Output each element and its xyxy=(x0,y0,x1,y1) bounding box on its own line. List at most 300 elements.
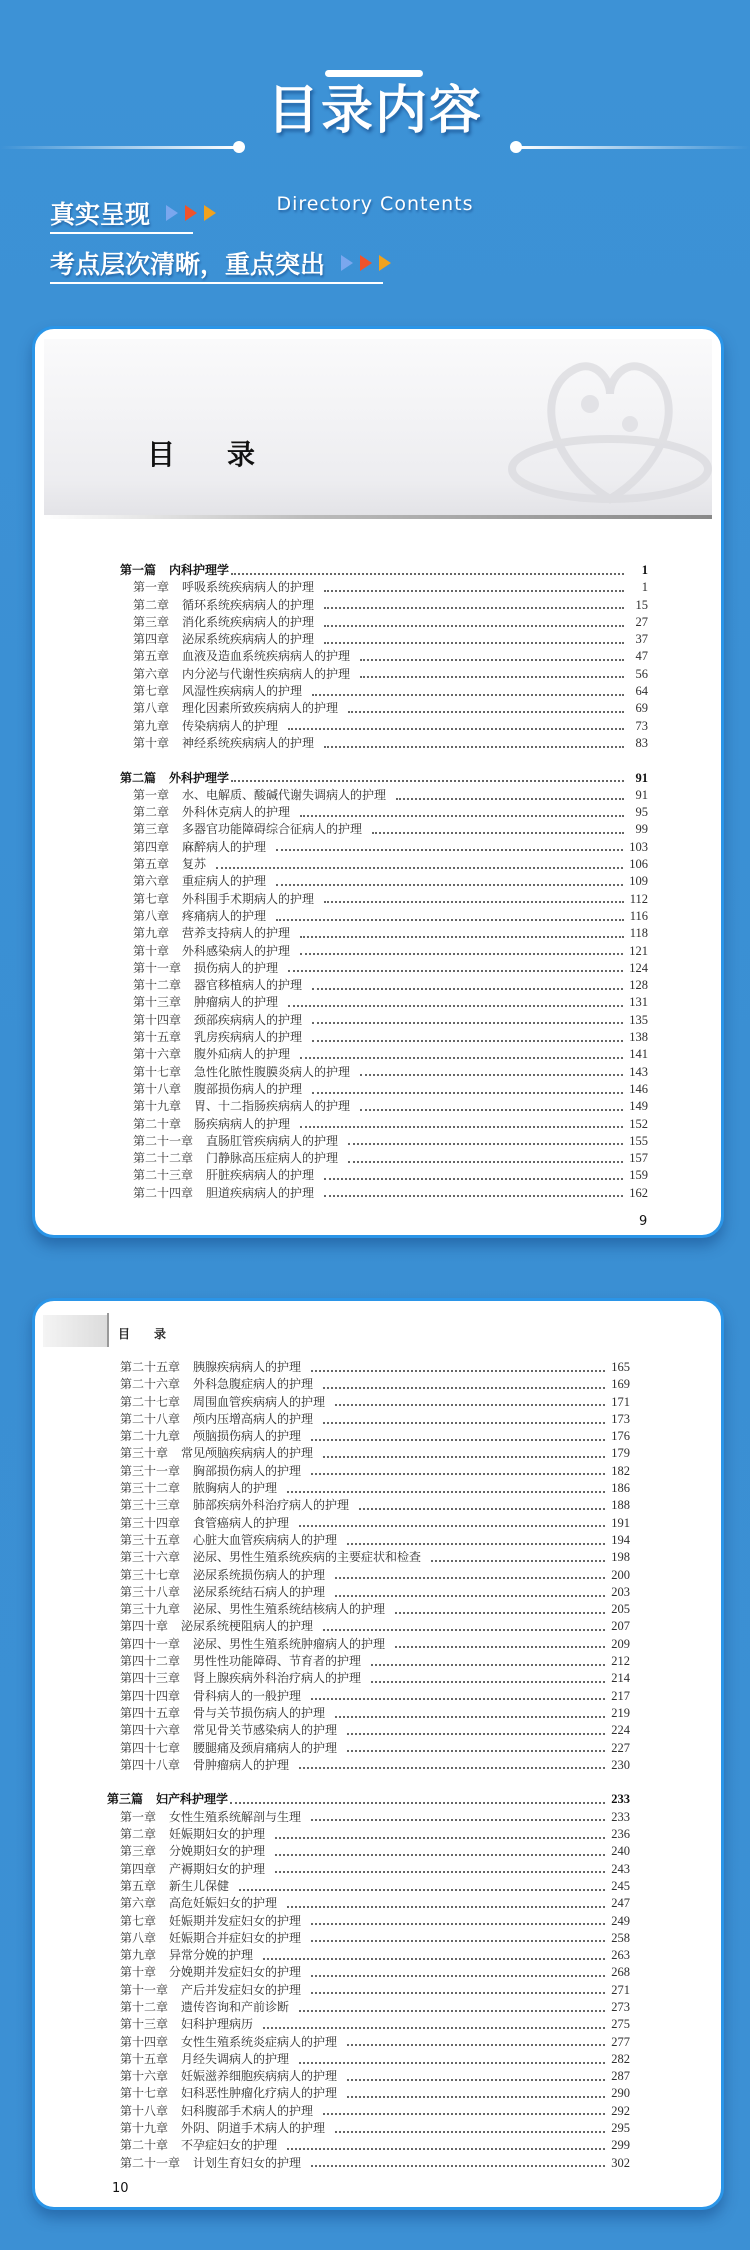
toc-chapter-row[interactable] xyxy=(107,1878,630,1895)
page-ref: 73 xyxy=(635,718,648,733)
dot-leader xyxy=(312,1022,623,1024)
chapter-label: 第三十一章 xyxy=(120,1463,181,1478)
toc-chapter-row[interactable] xyxy=(107,1688,630,1705)
dot-leader xyxy=(300,936,624,938)
dot-leader xyxy=(360,676,624,678)
chapter-label: 第八章 xyxy=(133,701,170,716)
dot-leader xyxy=(300,1126,623,1128)
chapter-title: 妊娠期合并症妇女的护理 xyxy=(169,1930,302,1945)
page-ref: 176 xyxy=(611,1429,630,1444)
toc-chapter-row[interactable] xyxy=(107,2085,630,2102)
chapter-title: 营养支持病人的护理 xyxy=(182,926,291,941)
arrow-icon xyxy=(341,255,353,271)
toc-chapter-row[interactable] xyxy=(120,1133,648,1150)
page-ref: 268 xyxy=(611,1965,630,1980)
chapter-title: 肾上腺疾病外科治疗病人的护理 xyxy=(193,1671,362,1686)
chapter-title: 乳房疾病病人的护理 xyxy=(194,1030,303,1045)
toc-chapter-row[interactable] xyxy=(107,1913,630,1930)
dot-leader xyxy=(288,728,624,730)
chapter-title: 颅内压增高病人的护理 xyxy=(193,1411,314,1426)
page-ref: 247 xyxy=(611,1896,630,1911)
chapter-title: 理化因素所致疾病病人的护理 xyxy=(182,701,339,716)
chapter-label: 第十二章 xyxy=(120,1999,169,2014)
dot-leader xyxy=(288,970,623,972)
dot-leader xyxy=(276,884,623,886)
page-ref: 138 xyxy=(629,1030,648,1045)
chapter-label: 第九章 xyxy=(133,718,170,733)
page-ref: 249 xyxy=(611,1913,630,1928)
toc-chapter-row[interactable] xyxy=(107,1376,630,1393)
chapter-label: 第四章 xyxy=(120,1861,157,1876)
chapter-label: 第十九章 xyxy=(133,1099,182,1114)
page-ref: 37 xyxy=(635,632,648,647)
toc-chapter-row[interactable] xyxy=(107,1359,630,1376)
page-ref: 227 xyxy=(611,1740,630,1755)
triple-arrow-icon xyxy=(166,205,216,221)
dot-leader xyxy=(299,1525,605,1527)
toc-chapter-row[interactable] xyxy=(120,960,648,977)
page-ref: 141 xyxy=(629,1047,648,1062)
chapter-label: 第二十七章 xyxy=(120,1394,181,1409)
chapter-title: 泌尿、男性生殖系统疾病的主要症状和检查 xyxy=(193,1550,422,1565)
dot-leader xyxy=(359,1508,605,1510)
chapter-label: 第十五章 xyxy=(120,2051,169,2066)
chapter-label: 第十四章 xyxy=(120,2034,169,2049)
toc-chapter-row[interactable] xyxy=(107,1584,630,1601)
chapter-title: 泌尿系统结石病人的护理 xyxy=(193,1584,326,1599)
dot-leader xyxy=(287,1906,605,1908)
dot-leader xyxy=(371,1681,605,1683)
arrow-icon xyxy=(360,255,372,271)
toc-section-row[interactable] xyxy=(120,562,648,579)
dot-leader xyxy=(287,2148,605,2150)
toc-list xyxy=(120,562,648,1202)
dot-leader xyxy=(275,1854,605,1856)
toc-chapter-row[interactable] xyxy=(120,579,648,596)
page-ref: 273 xyxy=(611,1999,630,2014)
slogan-1 xyxy=(50,195,216,231)
chapter-title: 门静脉高压症病人的护理 xyxy=(206,1151,339,1166)
page-ref: 236 xyxy=(611,1827,630,1842)
chapter-title: 泌尿系统损伤病人的护理 xyxy=(193,1567,326,1582)
toc-chapter-row[interactable] xyxy=(120,614,648,631)
toc-section-row[interactable] xyxy=(120,770,648,787)
dot-leader xyxy=(239,1889,605,1891)
toc-chapter-row[interactable] xyxy=(107,1463,630,1480)
dot-leader xyxy=(335,2131,605,2133)
toc-chapter-row[interactable] xyxy=(107,1826,630,1843)
dot-leader xyxy=(324,901,624,903)
page-ref: 207 xyxy=(611,1619,630,1634)
toc-chapter-row[interactable] xyxy=(107,1480,630,1497)
toc-chapter-row[interactable] xyxy=(107,1636,630,1653)
header-divider xyxy=(107,1313,109,1347)
page-ref: 56 xyxy=(635,666,648,681)
page-ref: 109 xyxy=(629,874,648,889)
toc-chapter-row[interactable] xyxy=(120,891,648,908)
chapter-label: 第八章 xyxy=(133,908,170,923)
dot-leader xyxy=(263,2027,605,2029)
chapter-label: 第十一章 xyxy=(120,1982,169,1997)
dot-leader xyxy=(323,1629,605,1631)
chapter-title: 妇科腹部手术病人的护理 xyxy=(181,2103,314,2118)
chapter-label: 第一章 xyxy=(120,1809,157,1824)
chapter-title: 异常分娩的护理 xyxy=(169,1948,254,1963)
toc-chapter-row[interactable] xyxy=(120,925,648,942)
toc-chapter-row[interactable] xyxy=(107,1947,630,1964)
dot-leader xyxy=(311,1439,605,1441)
toc-chapter-row[interactable] xyxy=(120,648,648,665)
toc-chapter-row[interactable] xyxy=(120,718,648,735)
chapter-label: 第二十三章 xyxy=(133,1168,194,1183)
toc-chapter-row[interactable] xyxy=(107,1411,630,1428)
toc-chapter-row[interactable] xyxy=(120,1167,648,1184)
dot-leader xyxy=(372,832,624,834)
chapter-label: 第七章 xyxy=(133,891,170,906)
toc-chapter-row[interactable] xyxy=(120,1116,648,1133)
chapter-title: 产褥期妇女的护理 xyxy=(169,1861,266,1876)
chapter-title: 疼痛病人的护理 xyxy=(182,908,267,923)
section-spacer xyxy=(120,752,648,769)
chapter-title: 腰腿痛及颈肩痛病人的护理 xyxy=(193,1740,338,1755)
chapter-title: 骨与关节损伤病人的护理 xyxy=(193,1705,326,1720)
page-ref: 209 xyxy=(611,1636,630,1651)
dot-leader xyxy=(371,1664,605,1666)
dot-leader xyxy=(335,1716,605,1718)
dot-leader xyxy=(431,1560,605,1562)
dot-leader xyxy=(311,1975,605,1977)
page-ref: 292 xyxy=(611,2103,630,2118)
toc-chapter-row[interactable] xyxy=(107,1549,630,1566)
chapter-title: 传染病病人的护理 xyxy=(182,718,279,733)
toc-chapter-row[interactable] xyxy=(107,1445,630,1462)
chapter-title: 脓胸病人的护理 xyxy=(193,1481,278,1496)
page-ref: 157 xyxy=(629,1151,648,1166)
toc-chapter-row[interactable] xyxy=(107,1722,630,1739)
toc-chapter-row[interactable] xyxy=(107,1515,630,1532)
toc-chapter-row[interactable] xyxy=(107,1601,630,1618)
toc-chapter-row[interactable] xyxy=(120,683,648,700)
dot-leader xyxy=(360,659,624,661)
chapter-title: 骨肿瘤病人的护理 xyxy=(193,1757,290,1772)
chapter-label: 第十章 xyxy=(133,735,170,750)
chapter-title: 外阴、阴道手术病人的护理 xyxy=(181,2121,326,2136)
chapter-title: 妊娠滋养细胞疾病病人的护理 xyxy=(181,2069,338,2084)
page-ref: 182 xyxy=(611,1463,630,1478)
section-title: 外科护理学 xyxy=(169,770,230,785)
toc-chapter-row[interactable] xyxy=(107,2051,630,2068)
toc-heading-char: 录 xyxy=(227,438,256,471)
toc-chapter-row[interactable] xyxy=(107,2068,630,2085)
page-ref: 186 xyxy=(611,1481,630,1496)
page-ref: 282 xyxy=(611,2051,630,2066)
chapter-label: 第三十章 xyxy=(120,1446,169,1461)
dot-leader xyxy=(347,1750,605,1752)
chapter-title: 神经系统疾病病人的护理 xyxy=(182,735,315,750)
title-left-line xyxy=(0,146,238,149)
dot-leader xyxy=(323,1422,605,1424)
chapter-label: 第三十四章 xyxy=(120,1515,181,1530)
chapter-label: 第二章 xyxy=(133,805,170,820)
chapter-title: 女性生殖系统解剖与生理 xyxy=(169,1809,302,1824)
chapter-label: 第七章 xyxy=(133,684,170,699)
chapter-label: 第四十二章 xyxy=(120,1654,181,1669)
chapter-label: 第四章 xyxy=(133,839,170,854)
chapter-label: 第十三章 xyxy=(120,2017,169,2032)
toc-chapter-row[interactable] xyxy=(107,2120,630,2137)
page-ref: 290 xyxy=(611,2086,630,2101)
toc-chapter-row[interactable] xyxy=(107,1394,630,1411)
chapter-label: 第十六章 xyxy=(133,1047,182,1062)
toc-chapter-row[interactable] xyxy=(107,1618,630,1635)
toc-chapter-row[interactable] xyxy=(107,1895,630,1912)
dot-leader xyxy=(300,1057,623,1059)
dot-leader xyxy=(311,1370,605,1372)
dot-leader xyxy=(312,1040,623,1042)
toc-chapter-row[interactable] xyxy=(120,977,648,994)
chapter-title: 器官移植病人的护理 xyxy=(194,978,303,993)
dot-leader xyxy=(311,1940,605,1942)
page-ref: 191 xyxy=(611,1515,630,1530)
toc-chapter-row[interactable] xyxy=(120,873,648,890)
page-ref: 124 xyxy=(629,960,648,975)
toc-chapter-row[interactable] xyxy=(120,1029,648,1046)
page-ref: 112 xyxy=(629,891,648,906)
dot-leader xyxy=(300,815,624,817)
chapter-label: 第二十一章 xyxy=(120,2155,181,2170)
toc-chapter-row[interactable] xyxy=(120,1150,648,1167)
dot-leader xyxy=(275,1871,605,1873)
chapter-label: 第二十四章 xyxy=(133,1185,194,1200)
page-ref: 165 xyxy=(611,1360,630,1374)
dot-leader xyxy=(288,1005,623,1007)
toc-header-divider xyxy=(44,515,712,519)
chapter-label: 第十六章 xyxy=(120,2069,169,2084)
chapter-label: 第十三章 xyxy=(133,995,182,1010)
section-title: 内科护理学 xyxy=(169,563,230,577)
chapter-title: 复苏 xyxy=(182,857,207,872)
page-ref: 99 xyxy=(635,822,648,837)
dot-leader xyxy=(347,1543,605,1545)
chapter-title: 骨科病人的一般护理 xyxy=(193,1688,302,1703)
page-ref: 95 xyxy=(635,805,648,820)
dot-leader xyxy=(395,1612,605,1614)
toc-chapter-row[interactable] xyxy=(107,1670,630,1687)
toc-chapter-row[interactable] xyxy=(107,1861,630,1878)
slogan-2-text: 考点层次清晰，重点突出 xyxy=(50,250,326,279)
chapter-title: 重症病人的护理 xyxy=(182,874,267,889)
page-ref: 271 xyxy=(611,1982,630,1997)
dot-leader xyxy=(347,2079,605,2081)
toc-chapter-row[interactable] xyxy=(120,821,648,838)
toc-chapter-row[interactable] xyxy=(107,1843,630,1860)
toc-chapter-row[interactable] xyxy=(120,1081,648,1098)
dot-leader xyxy=(312,988,623,990)
chapter-label: 第九章 xyxy=(133,926,170,941)
chapter-title: 腹外疝病人的护理 xyxy=(194,1047,291,1062)
toc-chapter-row[interactable] xyxy=(107,1809,630,1826)
page-ref: 162 xyxy=(629,1185,648,1200)
dot-leader xyxy=(323,2113,605,2115)
page-ref: 224 xyxy=(611,1723,630,1738)
page-ref: 243 xyxy=(611,1861,630,1876)
toc-chapter-row[interactable] xyxy=(120,943,648,960)
chapter-label: 第十二章 xyxy=(133,978,182,993)
toc-chapter-row[interactable] xyxy=(120,1046,648,1063)
chapter-title: 血液及造血系统疾病病人的护理 xyxy=(182,649,351,664)
chapter-label: 第五章 xyxy=(120,1878,157,1893)
toc-chapter-row[interactable] xyxy=(120,1098,648,1115)
page-ref: 131 xyxy=(629,995,648,1010)
toc-chapter-row[interactable] xyxy=(120,787,648,804)
dot-leader xyxy=(323,1387,605,1389)
page-ref: 198 xyxy=(611,1550,630,1565)
toc-chapter-row[interactable] xyxy=(120,994,648,1011)
page-ref: 214 xyxy=(611,1671,630,1686)
chapter-title: 妊娠期并发症妇女的护理 xyxy=(169,1913,302,1928)
chapter-label: 第十八章 xyxy=(133,1081,182,1096)
chapter-title: 腹部损伤病人的护理 xyxy=(194,1081,303,1096)
toc-chapter-row[interactable] xyxy=(120,1012,648,1029)
toc-chapter-row[interactable] xyxy=(120,804,648,821)
chapter-title: 损伤病人的护理 xyxy=(194,960,279,975)
chapter-label: 第三十九章 xyxy=(120,1602,181,1617)
chapter-label: 第二十章 xyxy=(133,1116,182,1131)
toc-chapter-row[interactable] xyxy=(120,700,648,717)
page-ref: 212 xyxy=(611,1654,630,1669)
chapter-label: 第六章 xyxy=(133,666,170,681)
page-ref: 275 xyxy=(611,2017,630,2032)
chapter-title: 内分泌与代谢性疾病病人的护理 xyxy=(182,666,351,681)
dot-leader xyxy=(231,573,624,575)
page-ref: 128 xyxy=(629,978,648,993)
toc-chapter-row[interactable] xyxy=(120,631,648,648)
chapter-title: 女性生殖系统炎症病人的护理 xyxy=(181,2034,338,2049)
chapter-title: 外科急腹症病人的护理 xyxy=(193,1377,314,1392)
chapter-title: 多器官功能障碍综合征病人的护理 xyxy=(182,822,363,837)
chapter-label: 第四十一章 xyxy=(120,1636,181,1651)
toc-chapter-row[interactable] xyxy=(120,908,648,925)
chapter-title: 颈部疾病病人的护理 xyxy=(194,1012,303,1027)
toc-chapter-row[interactable] xyxy=(107,1653,630,1670)
page-ref: 27 xyxy=(635,614,648,629)
toc-chapter-row[interactable] xyxy=(107,1740,630,1757)
chapter-label: 第二章 xyxy=(120,1827,157,1842)
toc-chapter-row[interactable] xyxy=(120,666,648,683)
page-number: 9 xyxy=(639,1214,648,1229)
page-ref: 169 xyxy=(611,1377,630,1392)
page-ref: 118 xyxy=(629,926,648,941)
toc-chapter-row[interactable] xyxy=(107,2137,630,2154)
chapter-label: 第三章 xyxy=(133,614,170,629)
toc-chapter-row[interactable] xyxy=(120,1064,648,1081)
dot-leader xyxy=(348,1143,623,1145)
chapter-label: 第四章 xyxy=(133,632,170,647)
page-ref: 1 xyxy=(641,580,648,595)
chapter-title: 泌尿、男性生殖系统结核病人的护理 xyxy=(193,1602,386,1617)
page-ref: 116 xyxy=(629,908,648,923)
chapter-title: 水、电解质、酸碱代谢失调病人的护理 xyxy=(182,787,387,802)
toc-chapter-row[interactable] xyxy=(107,1964,630,1981)
dot-leader xyxy=(230,1802,605,1804)
dot-leader xyxy=(396,798,624,800)
toc-chapter-row[interactable] xyxy=(107,1705,630,1722)
page-ref: 263 xyxy=(611,1948,630,1963)
toc-chapter-row[interactable] xyxy=(107,1532,630,1549)
dot-leader xyxy=(347,2044,605,2046)
dot-leader xyxy=(311,1473,605,1475)
toc-section-row[interactable] xyxy=(107,1791,630,1808)
chapter-title: 肺部疾病外科治疗病人的护理 xyxy=(193,1498,350,1513)
toc-chapter-row[interactable] xyxy=(107,1982,630,1999)
chapter-title: 肿瘤病人的护理 xyxy=(194,995,279,1010)
nursing-logo-watermark-icon xyxy=(505,349,715,514)
arrow-icon xyxy=(166,205,178,221)
page-ref: 152 xyxy=(629,1116,648,1131)
toc-chapter-row[interactable] xyxy=(120,735,648,752)
toc-chapter-row[interactable] xyxy=(120,839,648,856)
toc-chapter-row[interactable] xyxy=(107,1497,630,1514)
toc-chapter-row[interactable] xyxy=(107,2016,630,2033)
dot-leader xyxy=(324,1195,623,1197)
toc-heading-char: 目 xyxy=(118,1327,131,1341)
chapter-title: 高危妊娠妇女的护理 xyxy=(169,1896,278,1911)
dot-leader xyxy=(311,1819,605,1821)
chapter-title: 胰腺疾病病人的护理 xyxy=(193,1360,302,1374)
toc-chapter-row[interactable] xyxy=(107,2103,630,2120)
page-ref: 171 xyxy=(611,1394,630,1409)
dot-leader xyxy=(335,1595,605,1597)
dot-leader xyxy=(311,1698,605,1700)
arrow-icon xyxy=(379,255,391,271)
toc-chapter-row[interactable] xyxy=(120,856,648,873)
toc-chapter-row[interactable] xyxy=(107,2155,630,2172)
page-ref: 295 xyxy=(611,2121,630,2136)
page-ref: 287 xyxy=(611,2069,630,2084)
page-ref: 302 xyxy=(611,2155,630,2170)
toc-heading-char: 目 xyxy=(147,438,176,471)
toc-chapter-row[interactable] xyxy=(120,597,648,614)
toc-chapter-row[interactable] xyxy=(107,1930,630,1947)
page-ref: 1 xyxy=(641,563,648,577)
chapter-label: 第二十五章 xyxy=(120,1360,181,1374)
chapter-label: 第十五章 xyxy=(133,1030,182,1045)
chapter-label: 第一章 xyxy=(133,580,170,595)
toc-chapter-row[interactable] xyxy=(107,1567,630,1584)
chapter-label: 第四十七章 xyxy=(120,1740,181,1755)
toc-chapter-row[interactable] xyxy=(107,1999,630,2016)
dot-leader xyxy=(347,1733,605,1735)
toc-chapter-row[interactable] xyxy=(107,1757,630,1774)
toc-chapter-row[interactable] xyxy=(107,2034,630,2051)
dot-leader xyxy=(287,1491,605,1493)
section-label: 第一篇 xyxy=(120,563,157,577)
dot-leader xyxy=(231,780,624,782)
toc-chapter-row[interactable] xyxy=(107,1428,630,1445)
chapter-label: 第三十六章 xyxy=(120,1550,181,1565)
chapter-title: 心脏大血管疾病病人的护理 xyxy=(193,1532,338,1547)
page-title: 目录内容 xyxy=(266,81,483,141)
page-ref: 277 xyxy=(611,2034,630,2049)
slogan-1-underline xyxy=(50,232,193,234)
chapter-label: 第十四章 xyxy=(133,1012,182,1027)
dot-leader xyxy=(324,625,624,627)
dot-leader xyxy=(312,1092,623,1094)
dot-leader xyxy=(347,2096,605,2098)
toc-page-9 xyxy=(32,326,724,1238)
toc-chapter-row[interactable] xyxy=(120,1185,648,1202)
dot-leader xyxy=(323,1456,605,1458)
